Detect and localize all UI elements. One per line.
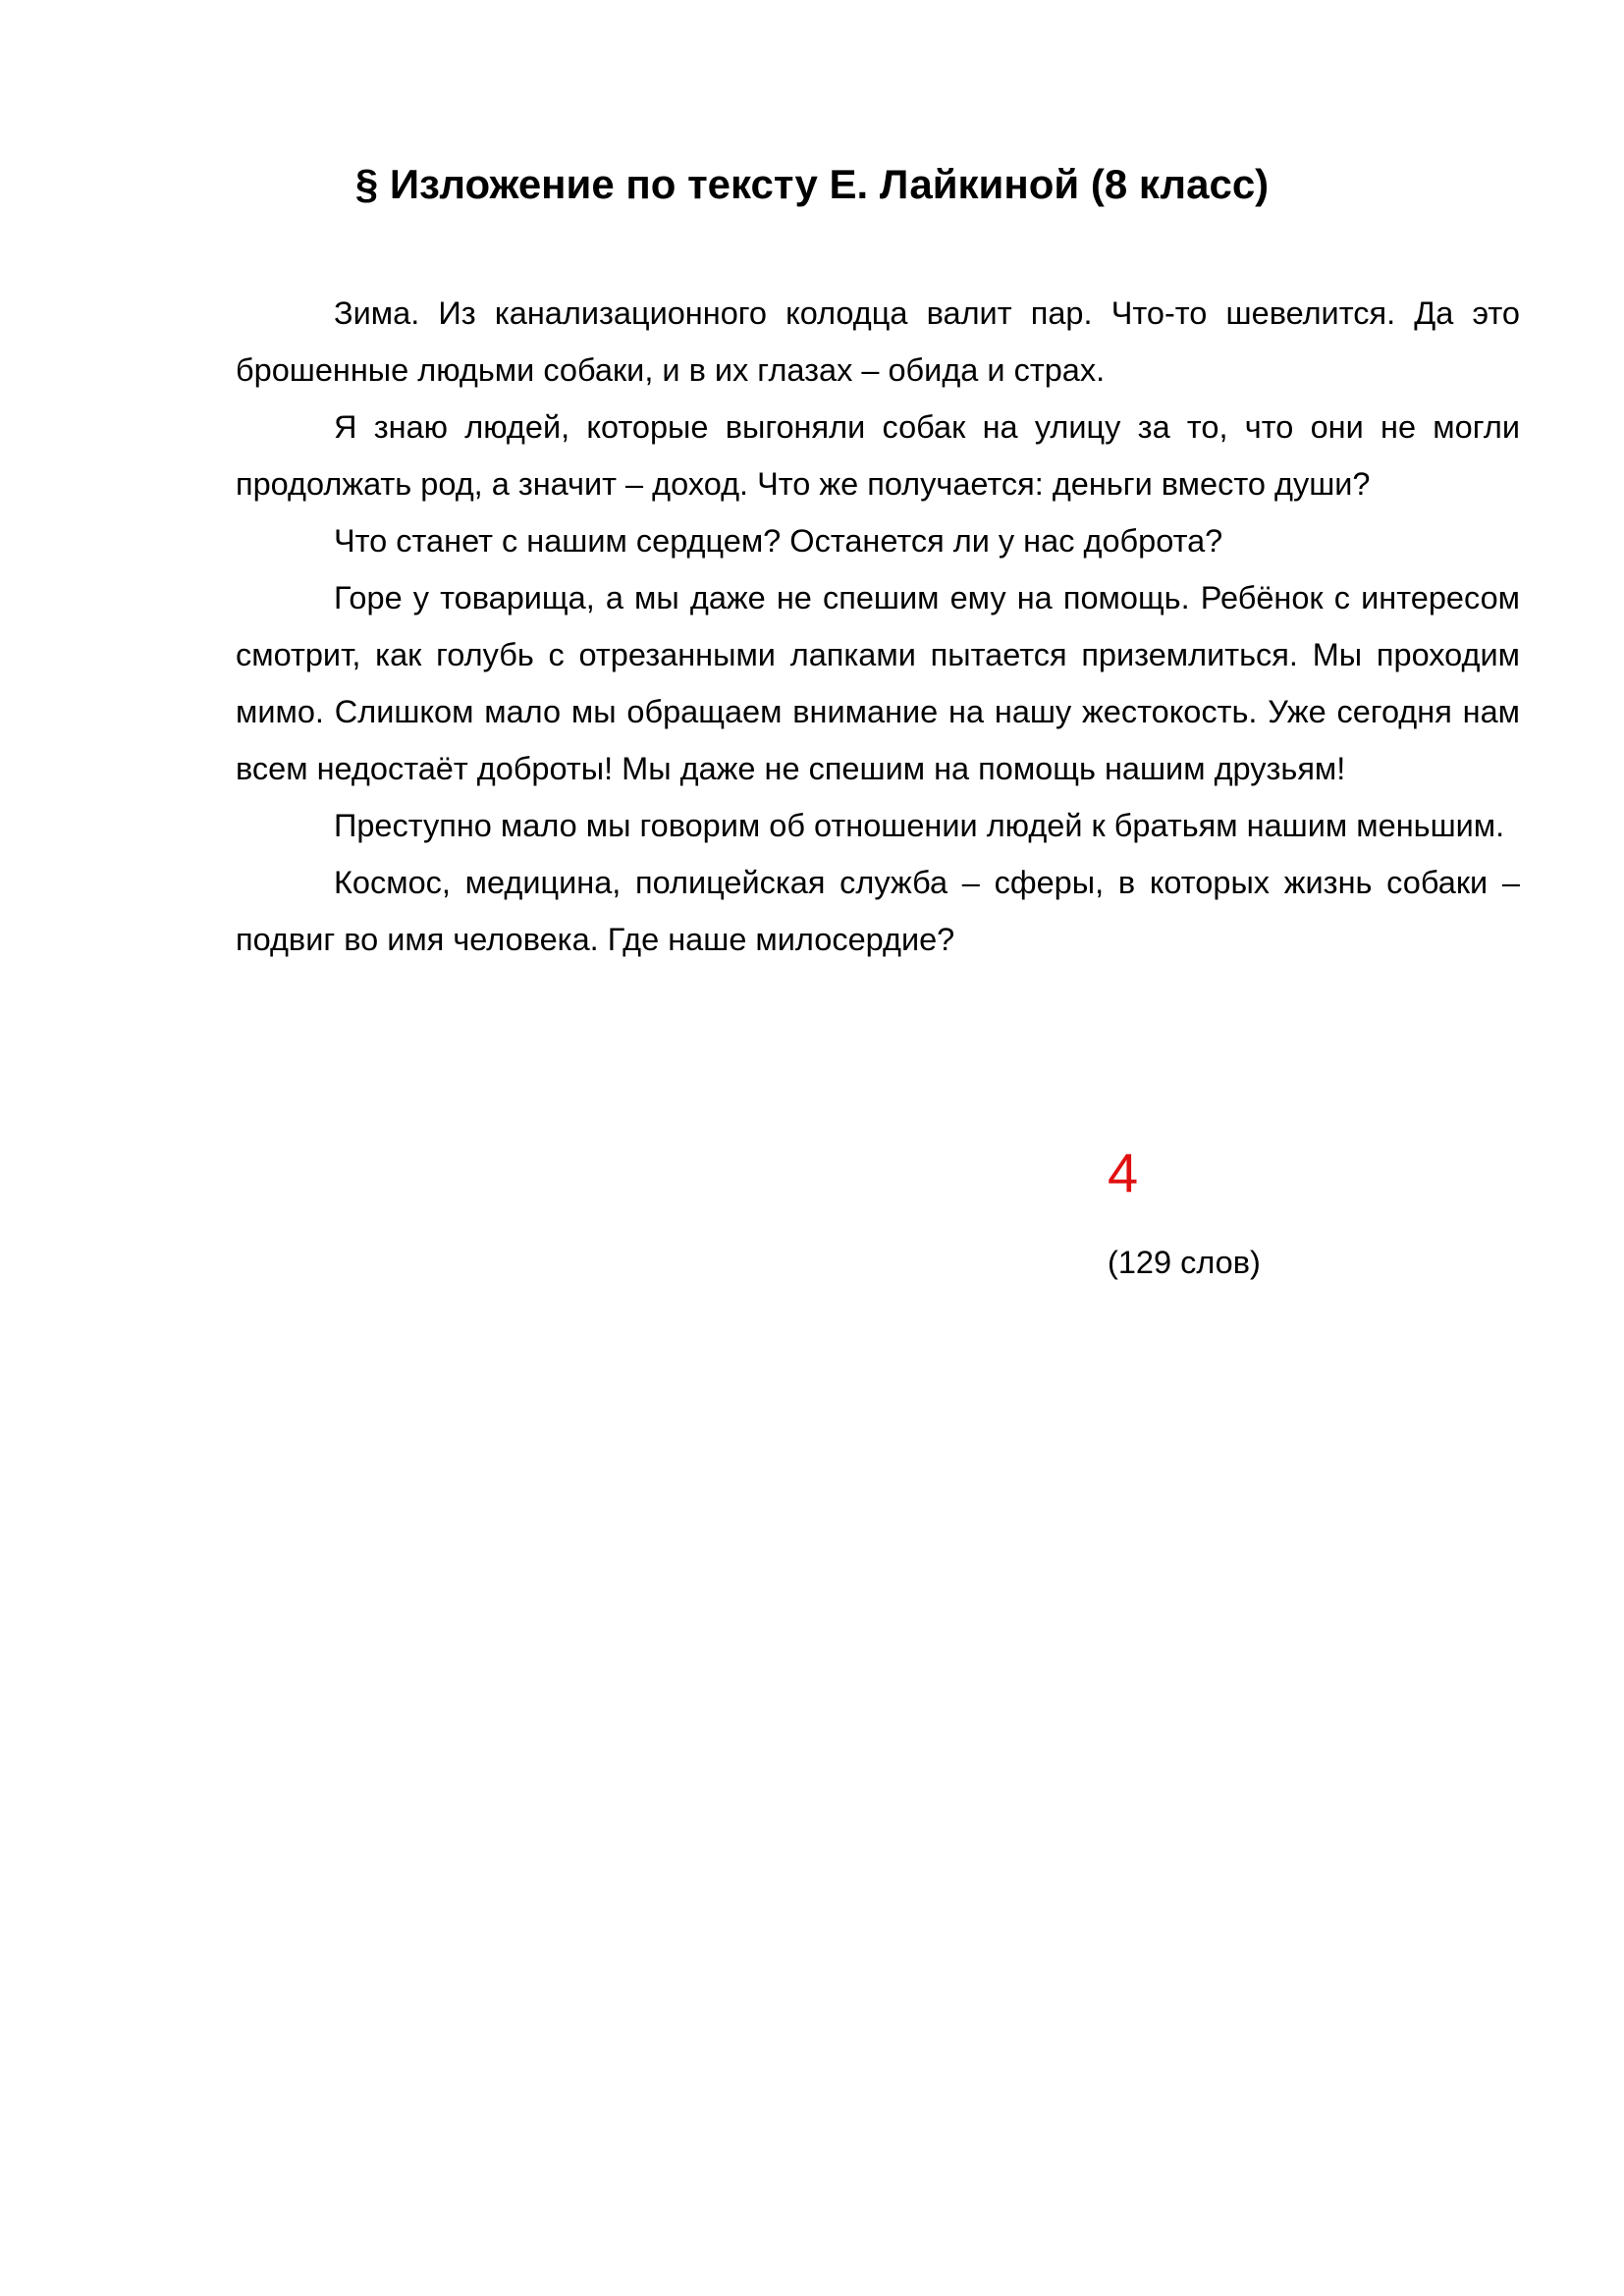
paragraph: Преступно мало мы говорим об отношении людей к братьям нашим меньшим. (334, 808, 1505, 843)
paragraph: Горе у товарища, а мы даже не спешим ему на помощь. Ребёнок с интересом смотрит, как голубь с отрезанными лапками пытается приземлиться. Мы проходим мимо. Слишком мало мы обращаем внимание на нашу жестокость. Уже сегодня нам всем недостаёт доброты! Мы даже не спешим на помощь нашим друзьям! (236, 580, 1520, 786)
paragraph: Я знаю людей, которые выгоняли собак на улицу за то, что они не могли продолжать род, а значит – доход. Что же получается: деньги вместо души? (236, 409, 1520, 502)
word-count: (129 слов) (1108, 1245, 1261, 1280)
paragraph: Что станет с нашим сердцем? Останется ли у нас доброта? (334, 523, 1223, 559)
paragraph: Зима. Из канализационного колодца валит пар. Что-то шевелится. Да это брошенные людьми собаки, и в их глазах – обида и страх. (236, 295, 1520, 388)
document-title: § Изложение по тексту Е. Лайкиной (8 класс) (354, 161, 1270, 207)
paragraph: Космос, медицина, полицейская служба – сферы, в которых жизнь собаки – подвиг во имя человека. Где наше милосердие? (236, 865, 1520, 957)
document-body (236, 285, 1520, 968)
grade-mark: 4 (1108, 1142, 1139, 1203)
